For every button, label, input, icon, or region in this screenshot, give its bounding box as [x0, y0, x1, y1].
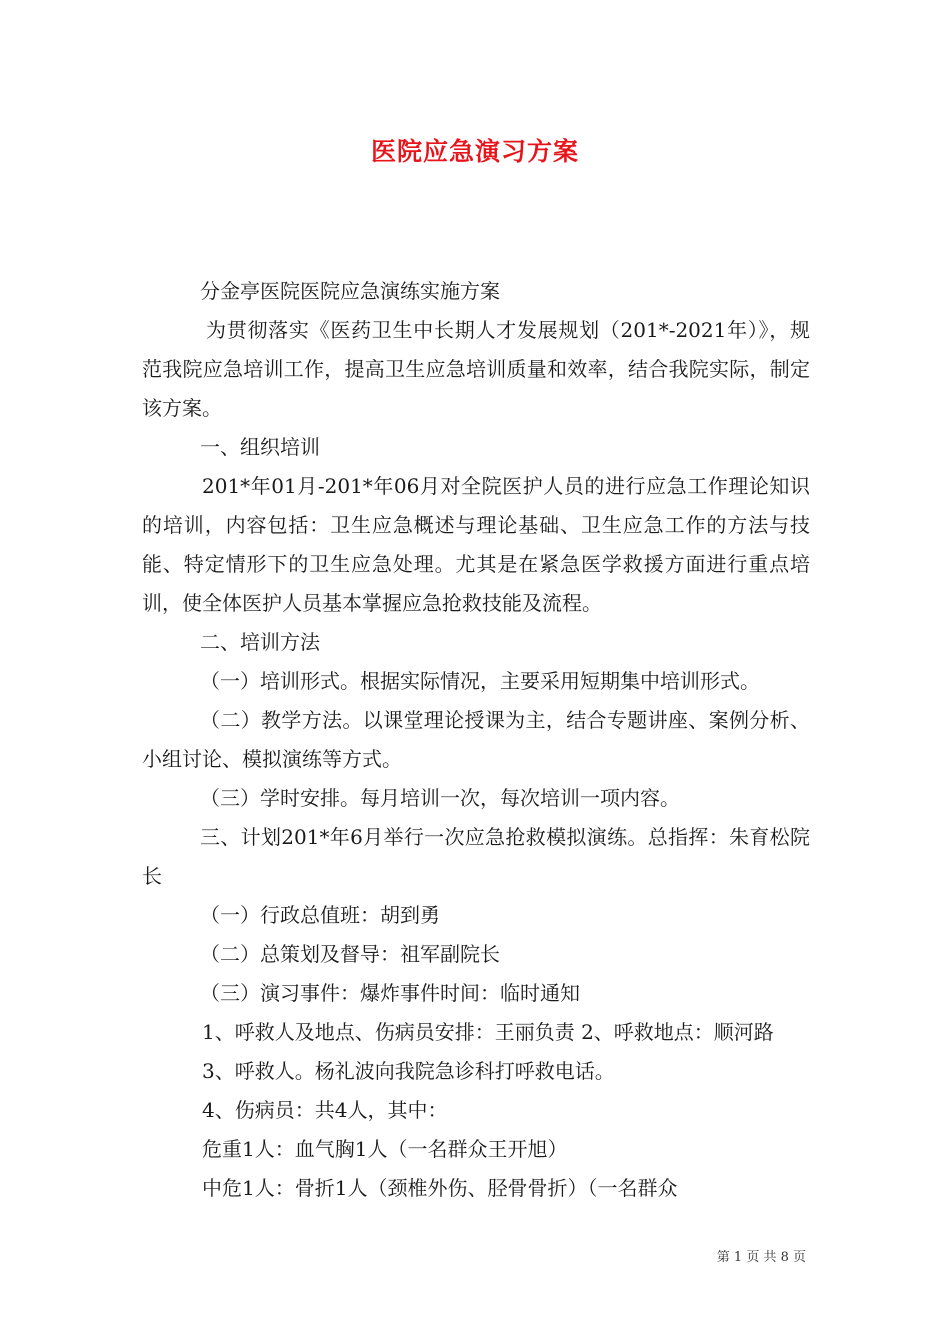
list-item: （一）培训形式。根据实际情况，主要采用短期集中培训形式。	[200, 669, 760, 693]
document-body	[142, 272, 810, 1208]
document-title: 医院应急演习方案	[370, 137, 579, 166]
heading-section-1: 一、组织培训	[200, 435, 320, 459]
list-item: 3、呼救人。杨礼波向我院急诊科打呼救电话。	[202, 1059, 615, 1083]
list-item: 4、伤病员：共4人，其中：	[202, 1098, 448, 1122]
list-item: 危重1人：血气胸1人（一名群众王开旭）	[202, 1137, 568, 1161]
list-item: （一）行政总值班：胡到勇	[200, 903, 440, 927]
list-item: （三）演习事件：爆炸事件时间：临时通知	[200, 981, 580, 1005]
list-item: （三）学时安排。每月培训一次，每次培训一项内容。	[200, 786, 680, 810]
page-number: 第 1 页 共 8 页	[716, 1250, 806, 1265]
heading-section-2: 二、培训方法	[200, 630, 320, 654]
paragraph-training: 201*年01月-201*年06月对全院医护人员的进行应急工作理论知识的培训，内容包括：卫生应急概述与理论基础、卫生应急工作的方法与技能、特定情形下的卫生应急处理。尤其是在紧急医学救援方面进行重点培训，使全体医护人员基本掌握应急抢救技能及流程。	[142, 474, 810, 615]
paragraph-intro: 为贯彻落实《医药卫生中长期人才发展规划（201*-2021年）》，规范我院应急培训工作，提高卫生应急培训质量和效率，结合我院实际，制定该方案。	[142, 318, 810, 420]
list-item: （二）总策划及督导：祖军副院长	[200, 942, 500, 966]
paragraph-subtitle: 分金亭医院医院应急演练实施方案	[200, 279, 500, 303]
heading-section-3: 三、计划201*年6月举行一次应急抢救模拟演练。总指挥：朱育松院长	[142, 825, 810, 888]
list-item: 1、呼救人及地点、伤病员安排：王丽负责 2、呼救地点：顺河路	[202, 1020, 774, 1044]
list-item: （二）教学方法。以课堂理论授课为主，结合专题讲座、案例分析、小组讨论、模拟演练等方式。	[142, 708, 810, 771]
list-item: 中危1人：骨折1人（颈椎外伤、胫骨骨折）（一名群众	[202, 1176, 678, 1200]
